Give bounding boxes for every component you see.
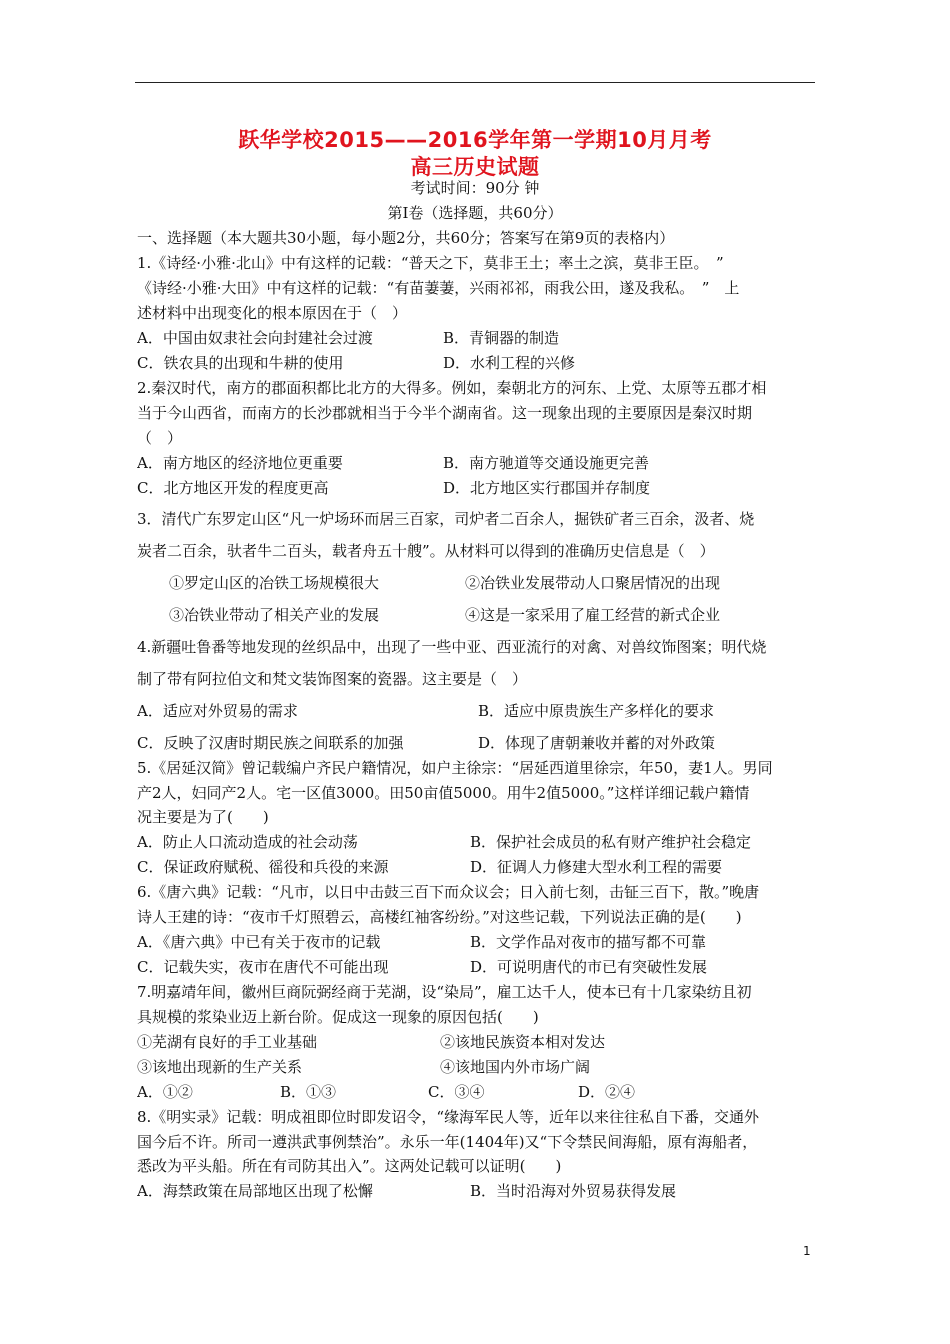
question-8-text: 国今后不许。所司一遵洪武事例禁治”。永乐一年(1404年)又“下令禁民间海船，原有海船者， (137, 1133, 758, 1151)
question-1-text: 述材料中出现变化的根本原因在于（ ） (137, 304, 408, 322)
question-7-text: 具规模的浆染业迈上新台阶。促成这一现象的原因包括( ) (137, 1008, 539, 1026)
question-4-text: 制了带有阿拉伯文和梵文装饰图案的瓷器。这主要是（ ） (137, 670, 528, 688)
question-5-option-b: B．保护社会成员的私有财产维护社会稳定 (470, 833, 752, 851)
question-7-item-4: ④该地国内外市场广阔 (440, 1058, 591, 1076)
question-6-option-a: A．《唐六典》中已有关于夜市的记载 (137, 933, 381, 951)
question-6-option-b: B．文学作品对夜市的描写都不可靠 (470, 933, 707, 951)
question-8-text: 悉改为平头船。所在有司防其出入”。这两处记载可以证明( ) (137, 1157, 562, 1175)
question-4-option-b: B．适应中原贵族生产多样化的要求 (478, 702, 715, 720)
question-4-option-d: D．体现了唐朝兼收并蓄的对外政策 (478, 734, 716, 752)
part-title: 第Ⅰ卷（选择题，共60分） (387, 204, 563, 222)
question-7-item-2: ②该地民族资本相对发达 (440, 1033, 606, 1051)
question-2-text: （ ） (137, 429, 183, 447)
section-title: 一、选择题（本大题共30小题，每小题2分，共60分；答案写在第9页的表格内） (137, 229, 675, 247)
exam-subtitle: 高三历史试题 (410, 155, 540, 179)
question-4-option-a: A．适应对外贸易的需求 (137, 702, 298, 720)
question-7-option-c: C．③④ (428, 1083, 485, 1101)
question-5-text: 5.《居延汉简》曾记载编户齐民户籍情况，如户主徐宗：“居延西道里徐宗，年50，妻1人。男同 (137, 759, 773, 777)
question-3-item-3: ③冶铁业带动了相关产业的发展 (169, 606, 380, 624)
question-7-item-1: ①芜湖有良好的手工业基础 (137, 1033, 318, 1051)
question-1-option-a: A．中国由奴隶社会向封建社会过渡 (137, 329, 373, 347)
question-7-option-a: A．①② (137, 1083, 193, 1101)
header-rule (135, 82, 815, 83)
question-2-option-a: A．南方地区的经济地位更重要 (137, 454, 343, 472)
question-6-option-c: C．记载失实，夜市在唐代不可能出现 (137, 958, 389, 976)
question-2-option-d: D．北方地区实行郡国并存制度 (443, 479, 651, 497)
page-number: 1 (803, 1244, 811, 1258)
question-7-option-b: B．①③ (280, 1083, 337, 1101)
question-2-option-b: B．南方驰道等交通设施更完善 (443, 454, 650, 472)
question-4-option-c: C．反映了汉唐时期民族之间联系的加强 (137, 734, 404, 752)
question-3-text: 炭者二百余，驮者牛二百头，载者舟五十艘”。从材料可以得到的准确历史信息是（ ） (137, 542, 715, 560)
question-7-item-3: ③该地出现新的生产关系 (137, 1058, 303, 1076)
question-7-option-d: D．②④ (578, 1083, 636, 1101)
question-1-option-c: C．铁农具的出现和牛耕的使用 (137, 354, 344, 372)
question-2-option-c: C．北方地区开发的程度更高 (137, 479, 329, 497)
question-6-text: 6.《唐六典》记载：“凡市，以日中击鼓三百下而众议会；日入前七刻，击钲三百下，散。”晚唐 (137, 883, 760, 901)
question-8-text: 8.《明实录》记载：明成祖即位时即发诏令，“缘海军民人等，近年以来往往私自下番，交通外 (137, 1108, 759, 1126)
question-6-option-d: D．可说明唐代的市已有突破性发展 (470, 958, 708, 976)
question-5-text: 产2人，妇同产2人。宅一区值3000。田50亩值5000。用牛2值5000。”这样详细记载户籍情 (137, 784, 750, 802)
question-5-option-d: D．征调人力修建大型水利工程的需要 (470, 858, 723, 876)
question-5-option-a: A．防止人口流动造成的社会动荡 (137, 833, 358, 851)
question-1-text: 《诗经·小雅·大田》中有这样的记载：“有苗萋萋，兴雨祁祁，雨我公田，遂及我私。 ” 上 (137, 279, 740, 297)
question-1-option-b: B．青铜器的制造 (443, 329, 560, 347)
question-3-item-4: ④这是一家采用了雇工经营的新式企业 (465, 606, 721, 624)
question-8-option-b: B．当时沿海对外贸易获得发展 (470, 1182, 677, 1200)
question-3-item-1: ①罗定山区的冶铁工场规模很大 (169, 574, 380, 592)
question-4-text: 4.新疆吐鲁番等地发现的丝织品中，出现了一些中亚、西亚流行的对禽、对兽纹饰图案；明代烧 (137, 638, 767, 656)
question-3-item-2: ②冶铁业发展带动人口聚居情况的出现 (465, 574, 721, 592)
question-8-option-a: A．海禁政策在局部地区出现了松懈 (137, 1182, 373, 1200)
question-2-text: 当于今山西省，而南方的长沙郡就相当于今半个湖南省。这一现象出现的主要原因是秦汉时期 (137, 404, 753, 422)
question-5-text: 况主要是为了( ) (137, 808, 269, 826)
question-1-option-d: D．水利工程的兴修 (443, 354, 576, 372)
exam-title: 跃华学校2015——2016学年第一学期10月月考 (238, 128, 712, 152)
question-5-option-c: C．保证政府赋税、徭役和兵役的来源 (137, 858, 389, 876)
question-3-text: 3．清代广东罗定山区“凡一炉场环而居三百家，司炉者二百余人，掘铁矿者三百余，汲者、烧 (137, 510, 755, 528)
question-7-text: 7.明嘉靖年间，徽州巨商阮弼经商于芜湖，设“染局”，雇工达千人，使本已有十几家染纺且初 (137, 983, 752, 1001)
question-2-text: 2.秦汉时代，南方的郡面积都比北方的大得多。例如，秦朝北方的河东、上党、太原等五郡才相 (137, 379, 767, 397)
question-6-text: 诗人王建的诗：“夜市千灯照碧云，高楼红袖客纷纷。”对这些记载，下列说法正确的是( ) (137, 908, 742, 926)
question-1-text: 1.《诗经·小雅·北山》中有这样的记载：“普天之下，莫非王土；率土之滨，莫非王臣。 ” (137, 254, 724, 272)
exam-time: 考试时间：90分 钟 (410, 179, 540, 197)
